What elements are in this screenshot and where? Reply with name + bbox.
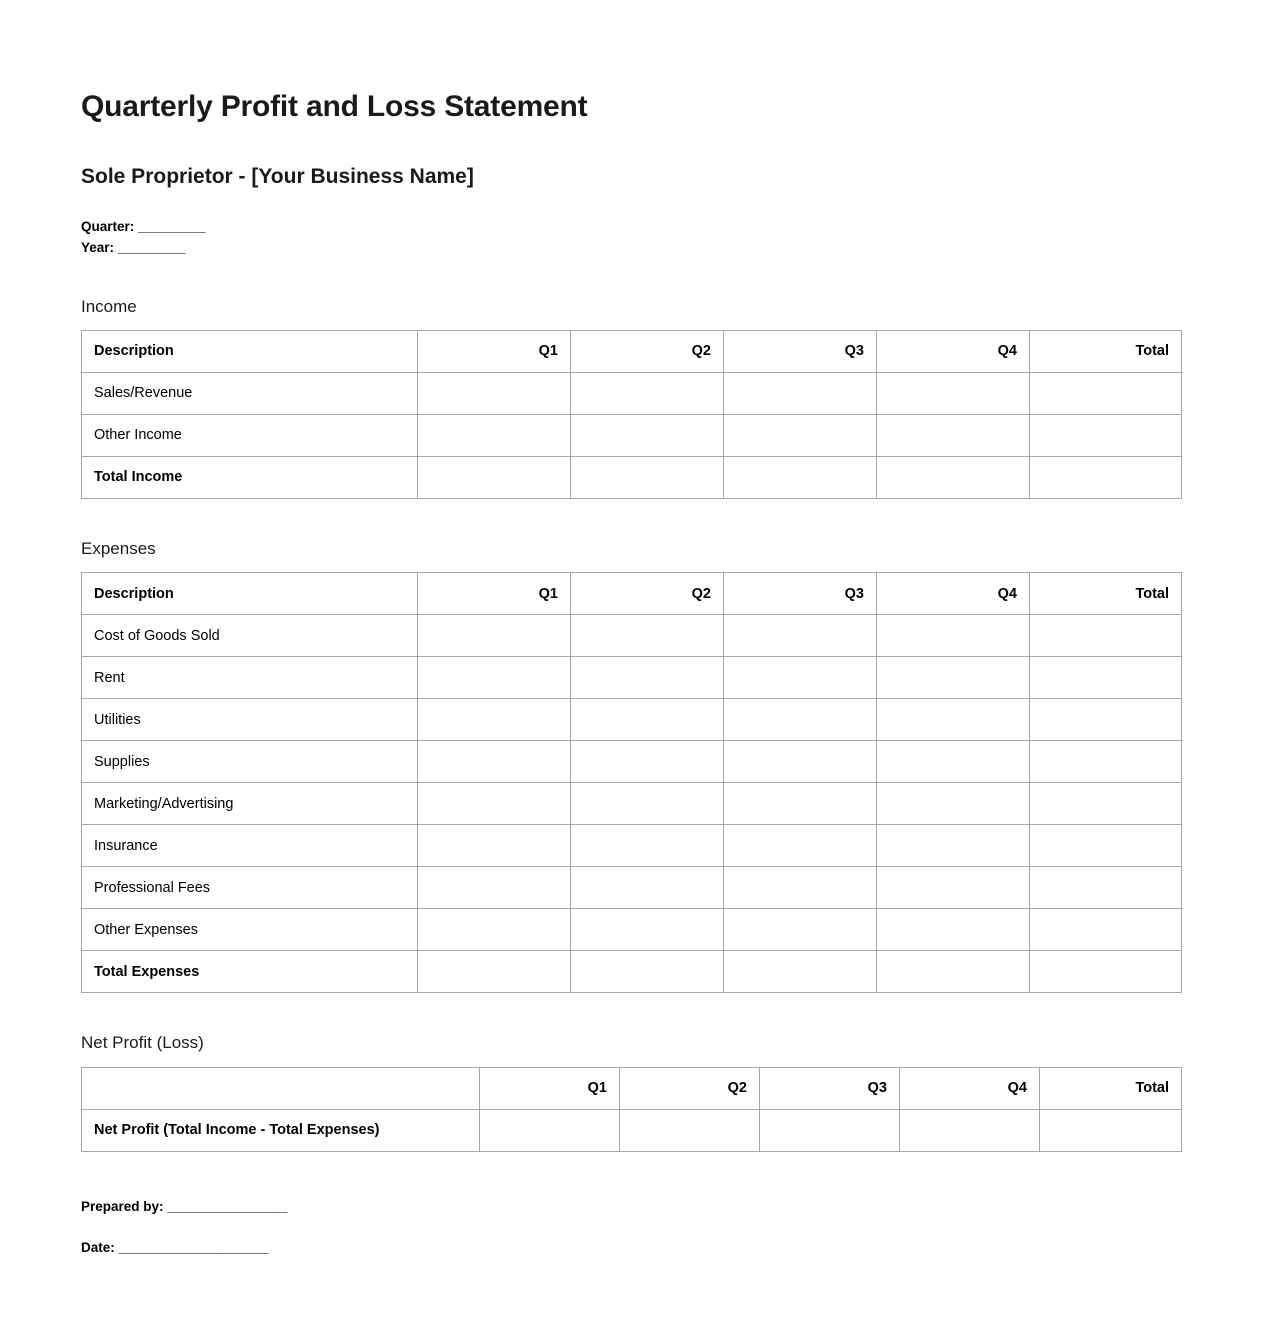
expenses-cell-q2[interactable] <box>571 825 724 867</box>
table-row <box>82 456 1182 498</box>
income-cell-q1[interactable] <box>418 372 571 414</box>
expenses-cell-q3[interactable] <box>724 825 877 867</box>
expenses-row-label: Rent <box>82 657 418 699</box>
net-profit-col-q4: Q4 <box>900 1067 1040 1109</box>
expenses-row-label: Insurance <box>82 825 418 867</box>
expenses-cell-total[interactable] <box>1030 615 1182 657</box>
expenses-cell-q2[interactable] <box>571 909 724 951</box>
table-row <box>82 414 1182 456</box>
date-field: Date: ____________________ <box>81 1240 269 1256</box>
expenses-cell-total[interactable] <box>1030 825 1182 867</box>
expenses-cell-q1[interactable] <box>418 699 571 741</box>
income-total-label: Total Income <box>82 456 418 498</box>
expenses-total-cell-q4[interactable] <box>877 951 1030 993</box>
expenses-cell-q3[interactable] <box>724 909 877 951</box>
expenses-total-label: Total Expenses <box>82 951 418 993</box>
net-profit-table <box>81 1067 1182 1152</box>
table-row <box>82 1109 1182 1151</box>
income-table <box>81 330 1182 499</box>
table-row <box>82 783 1182 825</box>
expenses-cell-q4[interactable] <box>877 825 1030 867</box>
expenses-row-label: Supplies <box>82 741 418 783</box>
expenses-row-label: Professional Fees <box>82 867 418 909</box>
expenses-heading: Expenses <box>81 538 156 558</box>
expenses-col-q1: Q1 <box>418 573 571 615</box>
expenses-row-label: Utilities <box>82 699 418 741</box>
expenses-cell-q3[interactable] <box>724 699 877 741</box>
table-row <box>82 909 1182 951</box>
net-profit-col-q2: Q2 <box>620 1067 760 1109</box>
net-profit-cell-total[interactable] <box>1040 1109 1182 1151</box>
expenses-section <box>81 539 1181 993</box>
income-col-q4: Q4 <box>877 330 1030 372</box>
net-profit-col-q3: Q3 <box>760 1067 900 1109</box>
income-col-q2: Q2 <box>571 330 724 372</box>
expenses-total-cell-q2[interactable] <box>571 951 724 993</box>
expenses-cell-q1[interactable] <box>418 615 571 657</box>
page-title: Quarterly Profit and Loss Statement <box>81 90 588 123</box>
expenses-cell-q2[interactable] <box>571 783 724 825</box>
income-total-cell-q3[interactable] <box>724 456 877 498</box>
income-heading: Income <box>81 296 137 316</box>
income-cell-q3[interactable] <box>724 372 877 414</box>
table-row <box>82 951 1182 993</box>
net-profit-col-blank <box>82 1067 480 1109</box>
signature-block <box>81 1200 1181 1255</box>
net-profit-cell-q1[interactable] <box>480 1109 620 1151</box>
expenses-cell-q3[interactable] <box>724 615 877 657</box>
income-cell-q3[interactable] <box>724 414 877 456</box>
expenses-cell-total[interactable] <box>1030 909 1182 951</box>
expenses-col-total: Total <box>1030 573 1182 615</box>
income-col-q3: Q3 <box>724 330 877 372</box>
income-col-total: Total <box>1030 330 1182 372</box>
expenses-cell-total[interactable] <box>1030 657 1182 699</box>
expenses-row-label: Marketing/Advertising <box>82 783 418 825</box>
net-profit-cell-q4[interactable] <box>900 1109 1040 1151</box>
expenses-cell-q4[interactable] <box>877 867 1030 909</box>
table-header-row <box>82 1067 1182 1109</box>
expenses-total-cell-q1[interactable] <box>418 951 571 993</box>
net-profit-section <box>81 1033 1181 1151</box>
expenses-cell-total[interactable] <box>1030 783 1182 825</box>
expenses-cell-q4[interactable] <box>877 783 1030 825</box>
expenses-cell-q3[interactable] <box>724 867 877 909</box>
income-cell-q2[interactable] <box>571 372 724 414</box>
income-section <box>81 297 1181 499</box>
year-field: Year: _________ <box>81 239 186 255</box>
net-profit-col-q1: Q1 <box>480 1067 620 1109</box>
expenses-cell-q2[interactable] <box>571 657 724 699</box>
expenses-total-cell-q3[interactable] <box>724 951 877 993</box>
income-row-label: Other Income <box>82 414 418 456</box>
expenses-cell-q1[interactable] <box>418 741 571 783</box>
table-row <box>82 825 1182 867</box>
income-cell-total[interactable] <box>1030 414 1182 456</box>
expenses-cell-q3[interactable] <box>724 741 877 783</box>
income-cell-q2[interactable] <box>571 414 724 456</box>
expenses-cell-q4[interactable] <box>877 699 1030 741</box>
income-total-cell-q4[interactable] <box>877 456 1030 498</box>
table-header-row <box>82 573 1182 615</box>
net-profit-heading: Net Profit (Loss) <box>81 1033 204 1053</box>
net-profit-cell-q3[interactable] <box>760 1109 900 1151</box>
expenses-table <box>81 572 1182 993</box>
expenses-cell-q3[interactable] <box>724 657 877 699</box>
table-row <box>82 657 1182 699</box>
page-subtitle: Sole Proprietor - [Your Business Name] <box>81 164 474 188</box>
expenses-col-description: Description <box>82 573 418 615</box>
expenses-cell-q4[interactable] <box>877 615 1030 657</box>
income-cell-q4[interactable] <box>877 414 1030 456</box>
net-profit-col-total: Total <box>1040 1067 1182 1109</box>
table-row <box>82 615 1182 657</box>
table-row <box>82 699 1182 741</box>
income-cell-q4[interactable] <box>877 372 1030 414</box>
income-total-cell-q2[interactable] <box>571 456 724 498</box>
expenses-cell-total[interactable] <box>1030 699 1182 741</box>
expenses-cell-q4[interactable] <box>877 909 1030 951</box>
expenses-cell-q1[interactable] <box>418 867 571 909</box>
expenses-row-label: Cost of Goods Sold <box>82 615 418 657</box>
expenses-cell-q2[interactable] <box>571 741 724 783</box>
net-profit-cell-q2[interactable] <box>620 1109 760 1151</box>
document-meta <box>81 217 1181 259</box>
expenses-cell-q4[interactable] <box>877 657 1030 699</box>
expenses-cell-q2[interactable] <box>571 615 724 657</box>
income-col-q1: Q1 <box>418 330 571 372</box>
expenses-row-label: Other Expenses <box>82 909 418 951</box>
table-row <box>82 372 1182 414</box>
expenses-cell-total[interactable] <box>1030 741 1182 783</box>
expenses-cell-q2[interactable] <box>571 867 724 909</box>
expenses-cell-q3[interactable] <box>724 783 877 825</box>
expenses-cell-q1[interactable] <box>418 825 571 867</box>
expenses-cell-q4[interactable] <box>877 741 1030 783</box>
income-total-cell-total[interactable] <box>1030 456 1182 498</box>
income-col-description: Description <box>82 330 418 372</box>
expenses-cell-q1[interactable] <box>418 783 571 825</box>
table-row <box>82 741 1182 783</box>
table-header-row <box>82 330 1182 372</box>
expenses-cell-q1[interactable] <box>418 657 571 699</box>
expenses-total-cell-total[interactable] <box>1030 951 1182 993</box>
quarter-field: Quarter: _________ <box>81 218 206 234</box>
expenses-cell-q1[interactable] <box>418 909 571 951</box>
income-cell-total[interactable] <box>1030 372 1182 414</box>
income-cell-q1[interactable] <box>418 414 571 456</box>
expenses-cell-q2[interactable] <box>571 699 724 741</box>
expenses-col-q2: Q2 <box>571 573 724 615</box>
expenses-col-q3: Q3 <box>724 573 877 615</box>
prepared-by-field: Prepared by: ________________ <box>81 1198 288 1214</box>
table-row <box>82 867 1182 909</box>
net-profit-row-label: Net Profit (Total Income - Total Expenses) <box>82 1109 480 1151</box>
expenses-col-q4: Q4 <box>877 573 1030 615</box>
income-total-cell-q1[interactable] <box>418 456 571 498</box>
income-row-label: Sales/Revenue <box>82 372 418 414</box>
expenses-cell-total[interactable] <box>1030 867 1182 909</box>
